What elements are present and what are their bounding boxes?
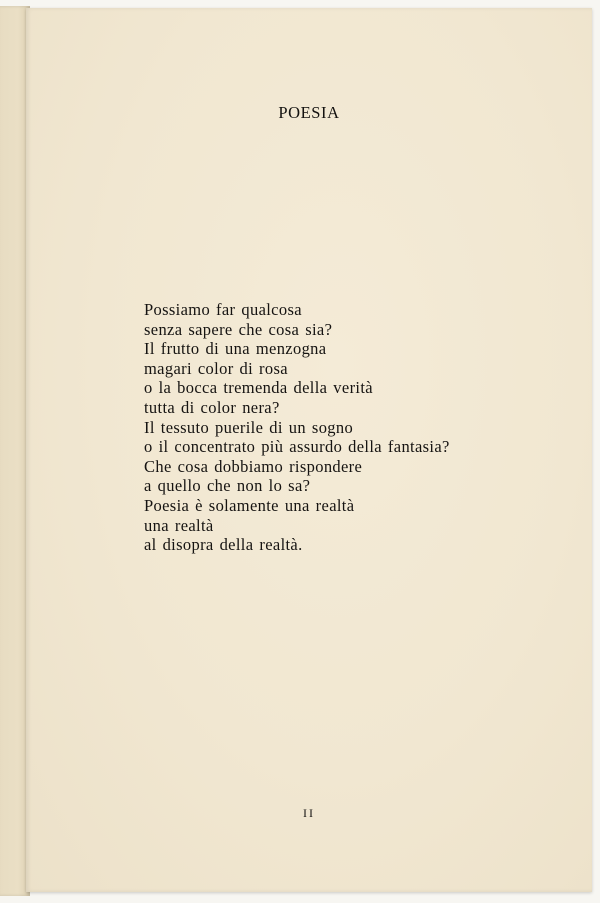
page-number: II	[303, 806, 315, 820]
poem-line: a quello che non lo sa?	[144, 476, 311, 496]
poem	[144, 300, 564, 555]
poem-line: Possiamo far qualcosa	[144, 300, 302, 319]
book-page	[26, 8, 592, 892]
poem-line: o la bocca tremenda della verità	[144, 378, 373, 398]
poem-line: magari color di rosa	[144, 358, 288, 378]
poem-line: Il frutto di una menzogna	[144, 339, 327, 359]
poem-line: una realtà	[144, 515, 214, 535]
poem-line: senza sapere che cosa sia?	[144, 319, 333, 339]
poem-line: al disopra della realtà.	[144, 535, 303, 555]
page-title: POESIA	[278, 103, 340, 122]
poem-line: Il tessuto puerile di un sogno	[144, 417, 354, 437]
poem-line: tutta di color nera?	[144, 397, 280, 417]
poem-line: o il concentrato più assurdo della fantasia?	[144, 437, 450, 457]
poem-line: Che cosa dobbiamo rispondere	[144, 456, 363, 476]
poem-line: Poesia è solamente una realtà	[144, 495, 355, 515]
